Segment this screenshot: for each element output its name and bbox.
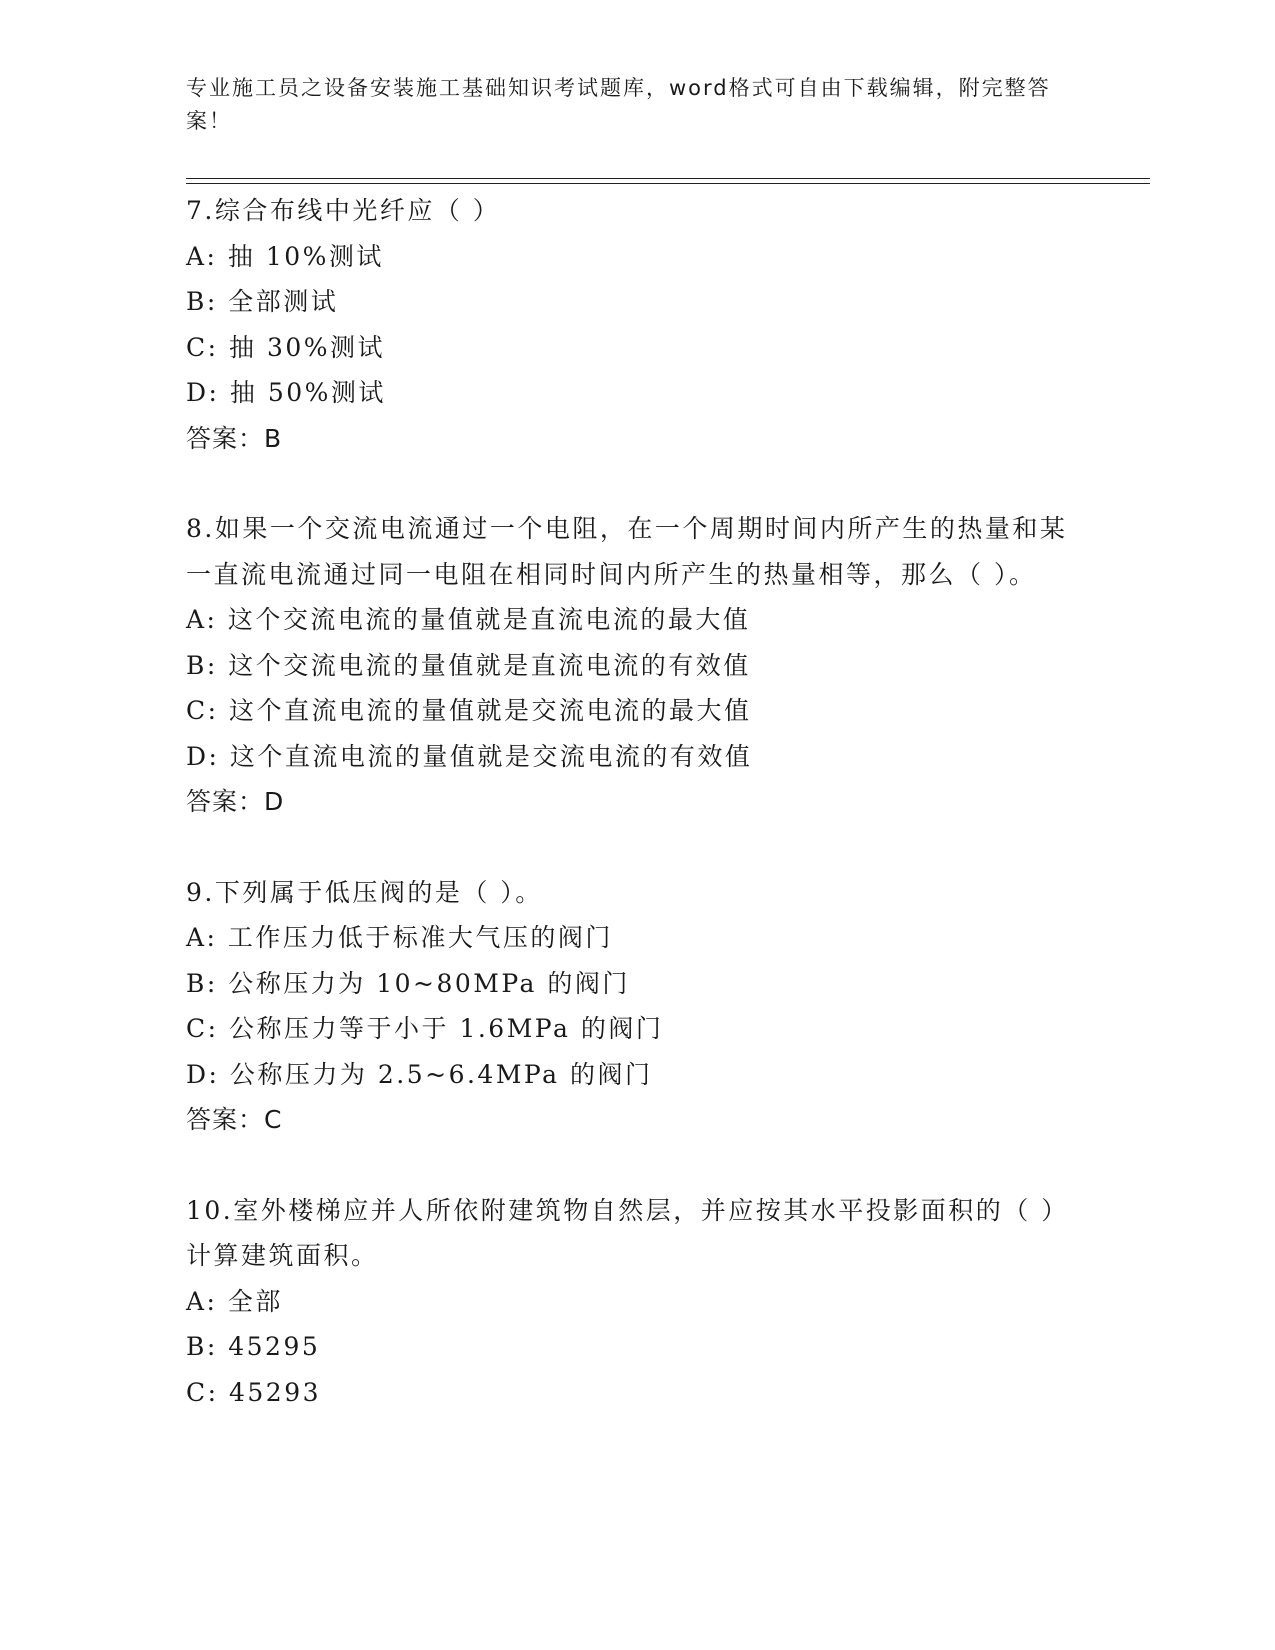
answer: 答案：D — [186, 787, 285, 816]
header-divider-second-line — [186, 183, 1150, 184]
option-c: C: 这个直流电流的量值就是交流电流的最大值 — [186, 696, 752, 725]
answer: 答案：B — [186, 423, 283, 453]
option-b: B: 公称压力为 10~80MPa 的阀门 — [186, 968, 630, 998]
document-header: 专业施工员之设备安装施工基础知识考试题库，word格式可自由下载编辑，附完整答案！ — [186, 76, 1051, 133]
option-d: D: 抽 50%测试 — [186, 378, 386, 407]
option-c: C: 公称压力等于小于 1.6MPa 的阀门 — [186, 1014, 664, 1043]
question-stem: 7.综合布线中光纤应（ ） — [186, 196, 501, 225]
option-b: B: 45295 — [186, 1332, 321, 1361]
option-b: B: 这个交流电流的量值就是直流电流的有效值 — [186, 650, 751, 680]
option-a: A: 全部 — [186, 1286, 283, 1316]
header-divider — [186, 178, 1150, 179]
option-d: D: 公称压力为 2.5~6.4MPa 的阀门 — [186, 1059, 653, 1089]
option-b: B: 全部测试 — [186, 287, 339, 316]
option-a: A: 这个交流电流的量值就是直流电流的最大值 — [186, 605, 751, 634]
question-list — [186, 188, 1086, 1415]
option-a: A: 工作压力低于标准大气压的阀门 — [186, 923, 613, 952]
question-9 — [186, 870, 1086, 1143]
question-stem: 10.室外楼梯应并人所依附建筑物自然层，并应按其水平投影面积的（ ）计算建筑面积。 — [186, 1195, 1069, 1270]
question-8 — [186, 506, 1086, 825]
option-a: A: 抽 10%测试 — [186, 241, 384, 271]
option-c: C: 45293 — [186, 1377, 322, 1407]
option-c: C: 抽 30%测试 — [186, 332, 386, 362]
option-d: D: 这个直流电流的量值就是交流电流的有效值 — [186, 741, 753, 771]
question-10 — [186, 1188, 1086, 1416]
question-stem: 8.如果一个交流电流通过一个电阻，在一个周期时间内所产生的热量和某一直流电流通过同一电阻在相同时间内所产生的热量相等，那么（ ）。 — [186, 514, 1068, 589]
question-stem: 9.下列属于低压阀的是（ ）。 — [186, 877, 543, 907]
question-7 — [186, 188, 1086, 461]
answer: 答案：C — [186, 1105, 283, 1134]
